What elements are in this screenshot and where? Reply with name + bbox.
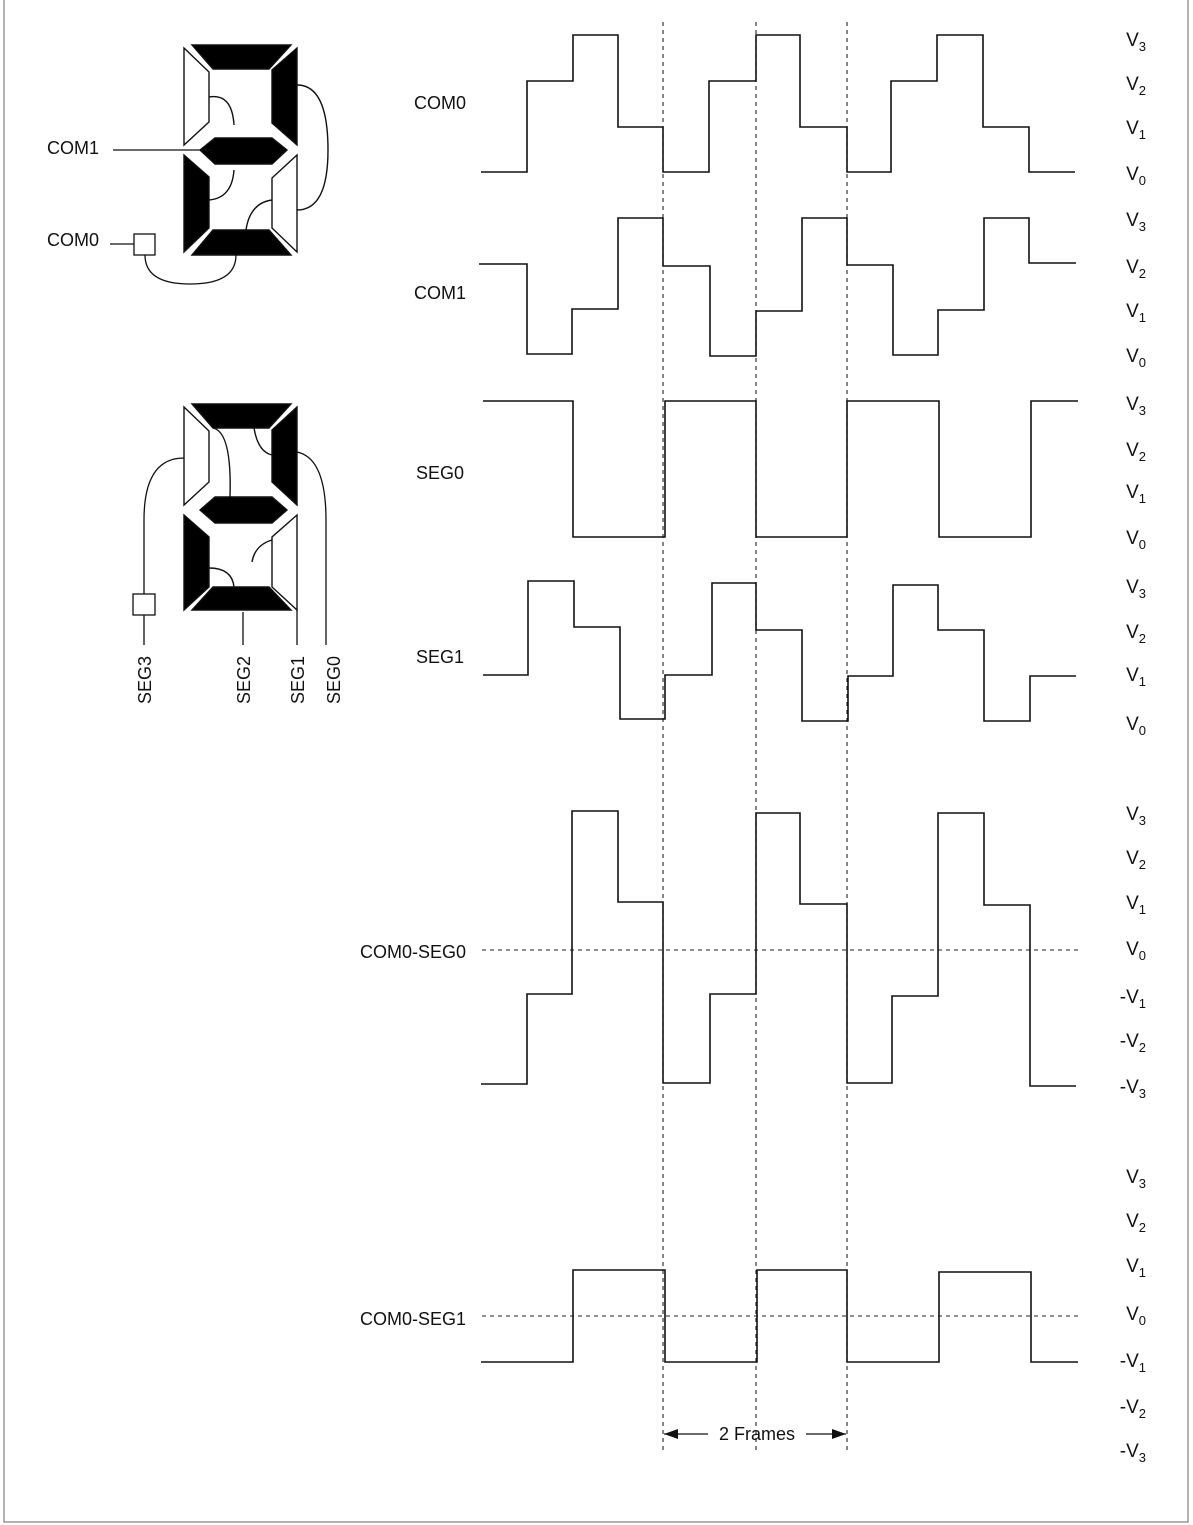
level-label: $V_2$ [1126, 1211, 1146, 1235]
level-label: $V_1$ [1126, 482, 1146, 506]
waveform-com1 [414, 218, 1076, 356]
level-label: $V_0$ [1126, 164, 1146, 188]
level-label: $V_3$ [1126, 1167, 1146, 1191]
level-label: $-V_1$ [1119, 987, 1146, 1011]
level-label: $V_1$ [1126, 118, 1146, 142]
com0-wire [145, 255, 236, 284]
voltage-labels-com0 [1126, 30, 1146, 188]
level-label: $V_2$ [1126, 74, 1146, 98]
seg1-trace [483, 581, 1076, 721]
seg0-wire [297, 452, 326, 645]
segment-d [192, 230, 291, 255]
arrow-left-icon [664, 1429, 678, 1439]
com1-pin-label: COM1 [47, 138, 100, 158]
level-label: $V_1$ [1126, 665, 1146, 689]
com1-signal-label: COM1 [413, 283, 466, 303]
level-label: $V_0$ [1126, 528, 1146, 552]
seg3-wire [144, 458, 184, 594]
two-frames-label: 2 Frames [718, 1424, 796, 1444]
com0-seg0-signal-label: COM0-SEG0 [359, 942, 466, 962]
seg1-pin-label: SEG1 [288, 655, 308, 704]
diagram-border [4, 0, 1188, 1522]
level-label: $V_3$ [1126, 30, 1146, 54]
voltage-labels-seg1 [1126, 577, 1146, 738]
arrow-right-icon [832, 1429, 846, 1439]
level-label: $-V_1$ [1119, 1351, 1146, 1375]
com1-trace [479, 218, 1076, 356]
waveform-com0-seg0 [360, 811, 1076, 1086]
level-label: $V_3$ [1126, 804, 1146, 828]
level-label: $V_2$ [1126, 257, 1146, 281]
level-label: $V_1$ [1126, 893, 1146, 917]
level-label: $-V_2$ [1119, 1397, 1146, 1421]
segment-g [200, 138, 287, 164]
level-label: $V_2$ [1126, 440, 1146, 464]
com0-signal-label: COM0 [413, 93, 466, 113]
segment-f2 [184, 407, 209, 505]
voltage-labels-com0-seg1 [1120, 1167, 1146, 1465]
level-label: $V_2$ [1126, 622, 1146, 646]
level-label: $V_2$ [1126, 848, 1146, 872]
level-label: $-V_2$ [1119, 1031, 1146, 1055]
level-label: $-V_3$ [1119, 1077, 1146, 1101]
seg0-signal-label: SEG0 [415, 463, 464, 483]
com0-pin-label: COM0 [47, 230, 100, 250]
voltage-labels-seg0 [1126, 394, 1146, 552]
segment-e [184, 155, 209, 252]
level-label: $V_0$ [1126, 714, 1146, 738]
seg3-pin-label: SEG3 [135, 655, 155, 704]
waveform-seg1 [416, 581, 1076, 721]
level-label: $V_0$ [1126, 939, 1146, 963]
level-label: $V_3$ [1126, 577, 1146, 601]
voltage-labels-com1 [1126, 210, 1146, 370]
seg1-signal-label: SEG1 [415, 647, 464, 667]
com0-seg1-signal-label: COM0-SEG1 [359, 1309, 466, 1329]
segment-a [192, 45, 291, 69]
segment-a2 [192, 404, 291, 428]
waveform-com0 [414, 35, 1075, 172]
digit-seg-frontplane [184, 404, 297, 610]
waveform-seg0 [416, 401, 1078, 537]
seg3-pad [133, 594, 155, 615]
seg0-trace [483, 401, 1078, 537]
level-label: $V_3$ [1126, 210, 1146, 234]
level-label: $-V_3$ [1119, 1441, 1146, 1465]
level-label: $V_1$ [1126, 301, 1146, 325]
segment-f [184, 48, 209, 145]
seg0-pin-label: SEG0 [324, 655, 344, 704]
level-label: $V_0$ [1126, 346, 1146, 370]
seg2-pin-label: SEG2 [234, 655, 254, 704]
com0-pad [134, 234, 155, 255]
com0-trace [481, 35, 1075, 172]
frame-markers [663, 22, 847, 1452]
voltage-labels-com0-seg0 [1120, 804, 1146, 1101]
level-label: $V_1$ [1126, 1256, 1146, 1280]
level-label: $V_3$ [1126, 394, 1146, 418]
segment-b2 [272, 407, 297, 505]
segment-g2 [200, 497, 287, 523]
com0-seg0-trace [481, 811, 1076, 1086]
level-label: $V_0$ [1126, 1304, 1146, 1328]
